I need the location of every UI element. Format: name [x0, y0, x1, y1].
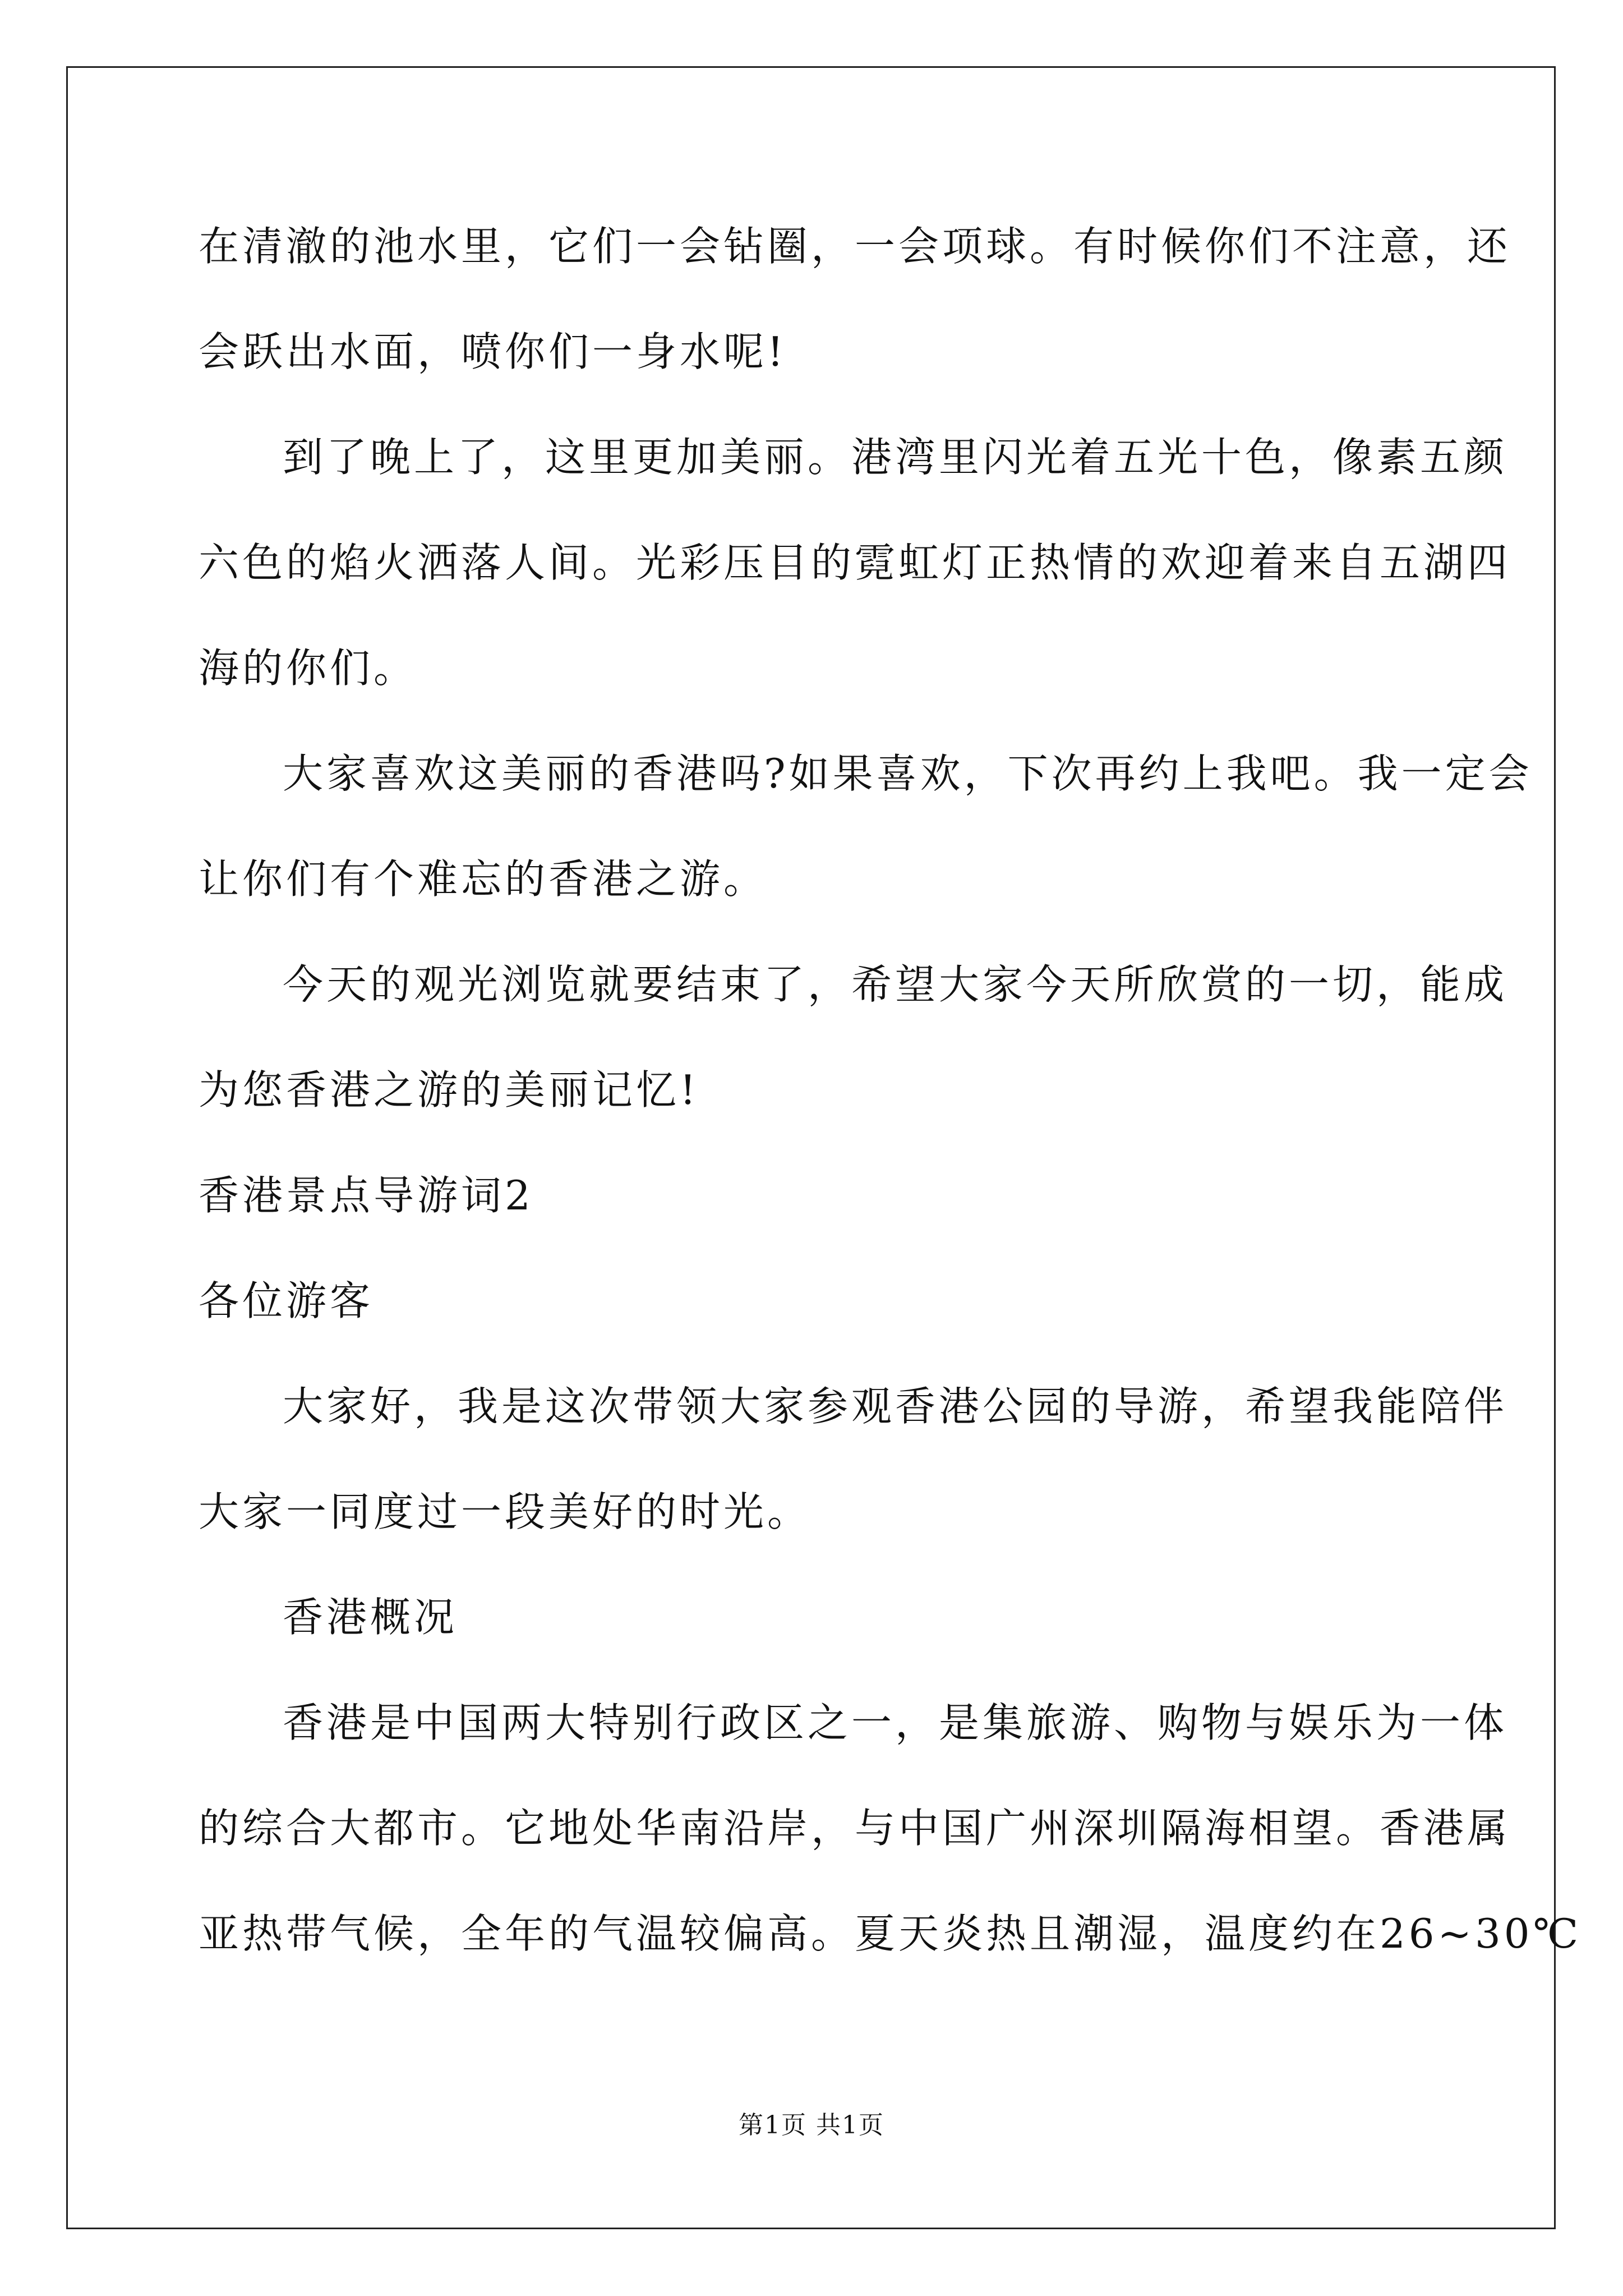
text-line: 亚热带气候，全年的气温较偏高。夏天炎热且潮湿，温度约在26~30℃	[199, 1910, 1582, 1957]
text-line: 大家一同度过一段美好的时光。	[199, 1488, 811, 1535]
paragraph-start-line: 到了晚上了，这里更加美丽。港湾里闪光着五光十色，像素五颜	[283, 434, 1508, 481]
text-line: 六色的焰火洒落人间。光彩压目的霓虹灯正热情的欢迎着来自五湖四	[199, 539, 1511, 586]
text-line: 的综合大都市。它地处华南沿岸，与中国广州深圳隔海相望。香港属	[199, 1805, 1511, 1852]
paragraph-start-line: 今天的观光浏览就要结束了，希望大家今天所欣赏的一切，能成	[283, 961, 1508, 1008]
text-line: 为您香港之游的美丽记忆!	[199, 1066, 699, 1114]
paragraph-start-line: 香港是中国两大特别行政区之一，是集旅游、购物与娱乐为一体	[283, 1699, 1508, 1746]
subheading-line: 香港概况	[283, 1594, 458, 1641]
paragraph-start-line: 大家喜欢这美丽的香港吗?如果喜欢，下次再约上我吧。我一定会	[283, 750, 1533, 797]
section-heading: 香港景点导游词2	[199, 1172, 534, 1219]
paragraph-start-line: 大家好，我是这次带领大家参观香港公园的导游，希望我能陪伴	[283, 1383, 1508, 1430]
salutation-line: 各位游客	[199, 1277, 374, 1324]
page-footer: 第1页 共1页	[739, 2111, 884, 2139]
text-line: 海的你们。	[199, 645, 418, 692]
text-line: 会跃出水面，喷你们一身水呢!	[199, 328, 787, 375]
text-line: 让你们有个难忘的香港之游。	[199, 855, 768, 903]
text-line: 在清澈的池水里，它们一会钻圈，一会项球。有时候你们不注意，还	[199, 223, 1511, 270]
